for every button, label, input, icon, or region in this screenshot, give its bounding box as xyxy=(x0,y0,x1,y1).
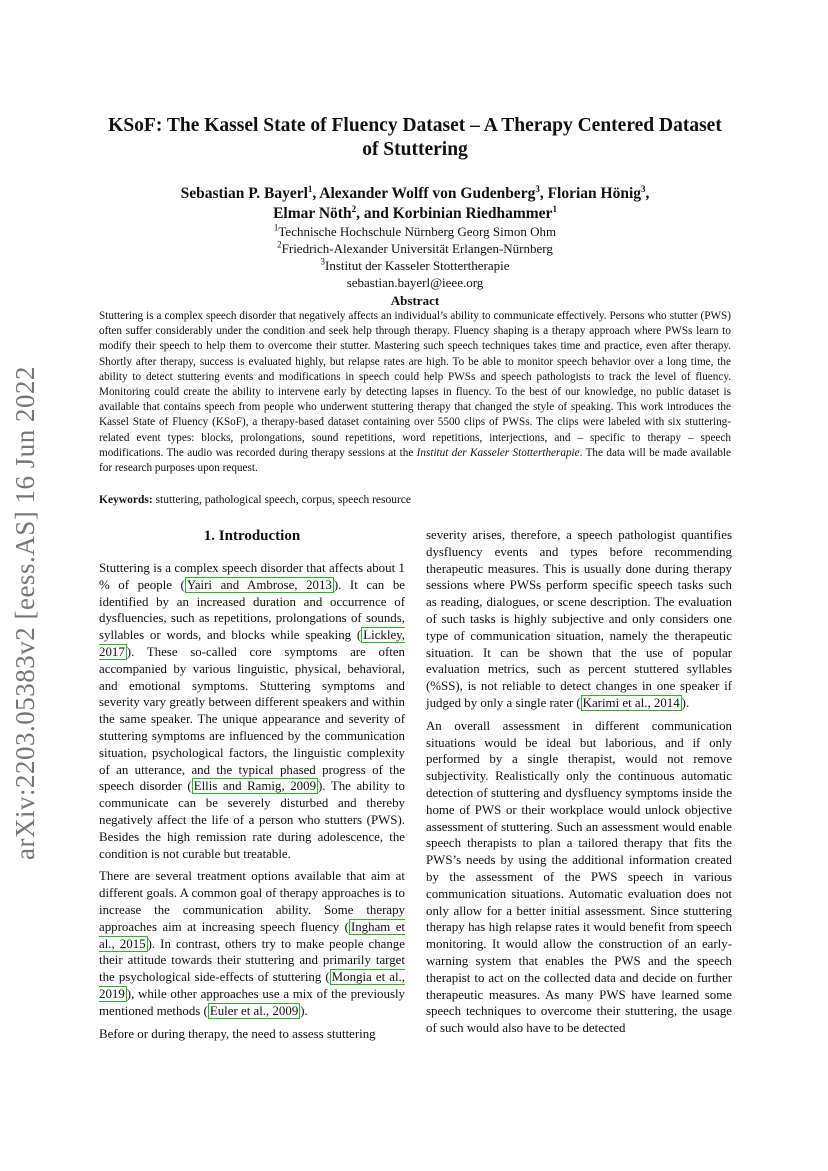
keywords-label: Keywords: xyxy=(99,494,153,506)
right-column xyxy=(426,527,732,1043)
affiliations xyxy=(90,223,740,291)
left-column xyxy=(99,560,405,1048)
citation-link[interactable]: Karimi et al., 2014 xyxy=(582,695,680,710)
paragraph: severity arises, therefore, a speech pathologist quantifies dysfluency events and types before recommending therapeutic measures. This is usually done during therapy sessions where PWSs perform specific speech tasks such as reading, dialogues, or scene description. The evaluation of such tasks is highly subjective and only considers one type of communication situation, namely the therapeutic situation. It can be shown that the use of popular evaluation metrics, such as percent stuttered syllables (%SS), is not reliable to detect changes in one speaker if judged by only a single rater ( Karimi et al., 2014 ). xyxy=(426,528,732,710)
paper-title xyxy=(90,114,740,162)
affiliation-1: $^1$Technische Hochschule Nürnberg Georg Simon Ohm xyxy=(273,222,557,239)
affiliation-2: $^2$Friedrich-Alexander Universität Erlangen-Nürnberg xyxy=(277,239,553,256)
paragraph: Before or during therapy, the need to assess stuttering xyxy=(99,1026,376,1041)
citation-link[interactable]: Euler et al., 2009 xyxy=(209,1003,299,1018)
keywords xyxy=(99,494,731,506)
citation-link[interactable]: Ellis and Ramig, 2009 xyxy=(193,779,317,794)
citation-link[interactable]: Ingham et al., 2015 xyxy=(99,919,406,951)
section-heading-introduction: 1. Introduction xyxy=(203,528,301,544)
author-line-2: Elmar Nöth$^2$, and Korbinian Riedhammer$^1$ xyxy=(273,203,557,222)
paragraph: Stuttering is a complex speech disorder that affects about 1 % of people ( Yairi and Ambrose, 2013 ). It can be identified by an increased duration and occurrence of dysfluencies, such as repetitions, prolongations of sounds, syllables or words, and blocks while speaking ( Lickley, 2017 ). These so-called core symptoms are often accompanied by various linguistic, physical, behavioral, and emotional symptoms. Stuttering symptoms and severity vary greatly between different speakers and within the same speaker. The unique appearance and severity of stuttering symptoms are influenced by the communication situation, psychological factors, the linguistic complexity of an utterance, and the typical phased progress of the speech disorder ( Ellis and Ramig, 2009 ). The ability to communicate can be severely disturbed and thereby negatively affect the life of a person who stutters (PWS). Besides the high remission rate during adolescence, the condition is not curable but treatable. xyxy=(99,561,405,861)
author-line-1: Sebastian P. Bayerl$^1$, Alexander Wolff von Gudenberg$^3$, Florian Hönig$^3$, xyxy=(180,183,650,202)
paragraph: An overall assessment in different communication situations would be ideal but laborious, and if only performed by a single therapist, would not remove subjectivity. Realistically only the continuous automatic detection of stuttering and dysfluency symptoms inside the home of PWS or their workplace would unlock objective assessment of stuttering. Such an assessment would enable speech therapists to plan a tailored therapy that fits the PWS’s needs by using the additional information created by the assessment of the PWS speech in various communication situations. Automatic evaluation does not only allow for a better initial assessment. Since stuttering therapy has high relapse rates it would benefit from speech monitoring. It would allow the construction of an early-warning system that enables the PWS and the speech therapist to act on the collected data and decide on further therapeutic measures. As many PWS have learned some speech techniques to overcome their stuttering, the usage of such would also have to be detected xyxy=(426,718,732,1036)
abstract-heading: Abstract xyxy=(390,293,440,308)
citation-link[interactable]: Lickley, 2017 xyxy=(99,628,405,659)
paragraph: There are several treatment options available that aim at different goals. A common goal of therapy approaches is to increase the communication ability. Some therapy approaches aim at increasing speech fluency ( Ingham et al., 2015 ). In contrast, others try to make people change their attitude towards their stuttering and primarily target the psychological side-effects of stuttering ( Mongia et al., 2019 ), while other approaches use a mix of the previously mentioned methods ( Euler et al., 2009 ). xyxy=(99,869,406,1018)
abstract-body: Stuttering is a complex speech disorder that negatively affects an individual’s ability to communicate effectively. Persons who stutter (PWS) often suffer considerably under the condition and seek help through therapy. Fluency shaping is a therapy approach where PWSs learn to modify their speech to help them to overcome their stutter. Mastering such speech techniques takes time and practice, even after therapy. Shortly after therapy, success is evaluated highly, but relapse rates are high. To be able to monitor speech behavior over a long time, the ability to detect stuttering events and modifications in speech could help PWSs and speech pathologists to track the level of fluency. Monitoring could create the ability to intervene early by detecting lapses in fluency. To the best of our knowledge, no public dataset is available that contains speech from people who underwent stuttering therapy that changed the style of speaking. This work introduces the Kassel State of Fluency (KSoF), a therapy-based dataset containing over 5500 clips of PWSs. The clips were labeled with six stuttering-related event types: blocks, prolongations, sound repetitions, word repetitions, interjections, and – specific to therapy – speech modifications. The audio was recorded during therapy sessions at the Institut der Kasseler Stottertherapie. The data will be made available for research purposes upon request. xyxy=(99,310,731,475)
arxiv-id-text: arXiv:2203.05383v2 [eess.AS] 16 Jun 2022 xyxy=(10,366,40,860)
citation-link[interactable]: Yairi and Ambrose, 2013 xyxy=(186,577,332,592)
citation-link[interactable]: Mongia et al., 2019 xyxy=(99,970,405,1001)
keywords-text: stuttering, pathological speech, corpus, speech resource xyxy=(152,494,412,506)
title-line-2: of Stuttering xyxy=(362,139,468,160)
title-line-1: KSoF: The Kassel State of Fluency Dataset – A Therapy Centered Dataset xyxy=(108,115,722,136)
contact-email: sebastian.bayerl@ieee.org xyxy=(346,275,484,290)
author-list xyxy=(90,184,740,224)
affiliation-3: $^3$Institut der Kasseler Stottertherapie xyxy=(320,256,510,273)
